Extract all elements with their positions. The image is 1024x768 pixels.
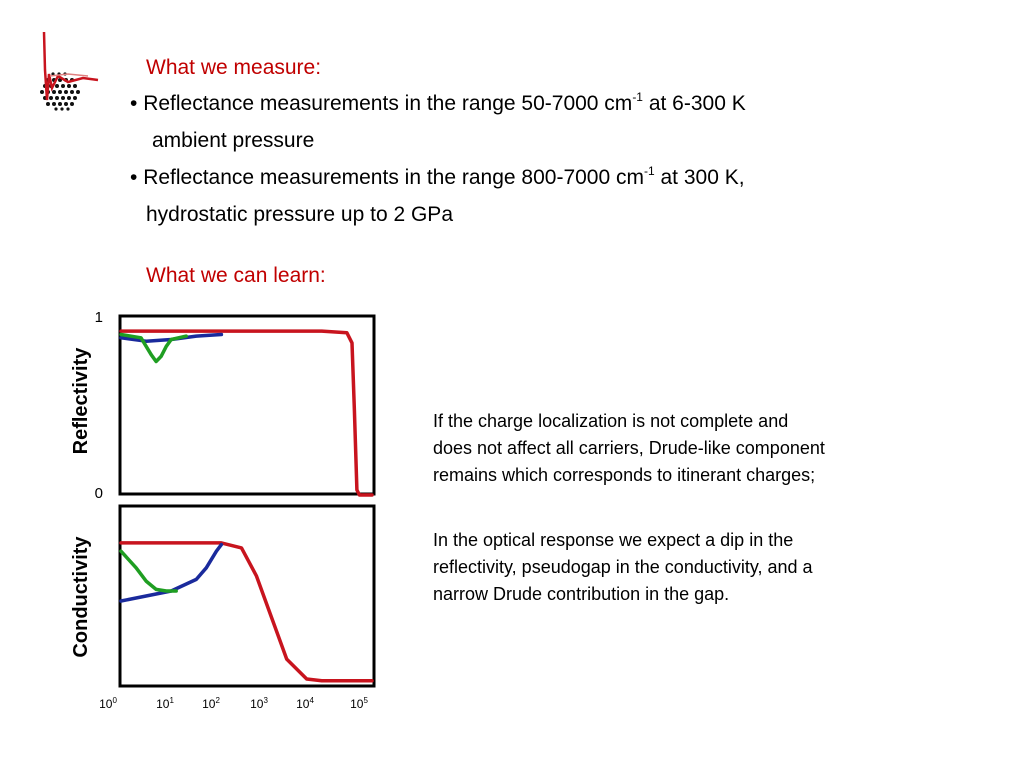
x-tick-label: $10^3$: [250, 696, 268, 711]
what-we-measure-heading: What we measure:: [146, 56, 322, 79]
x-tick-label: $10^4$: [296, 696, 314, 711]
paragraph-line: does not affect all carriers, Drude-like component: [433, 438, 825, 458]
series-line-3: [121, 551, 176, 591]
paragraph-line: reflectivity, pseudogap in the conductivity, and a: [433, 557, 813, 577]
conductivity-series-group: [121, 543, 372, 681]
series-line-1: [121, 331, 372, 495]
bullet-continuation: ambient pressure: [152, 129, 315, 152]
reflectivity-series-group: [121, 331, 372, 495]
y-axis-label: Conductivity: [70, 536, 92, 658]
series-line-1: [121, 543, 372, 681]
paragraph-line: If the charge localization is not complete and: [433, 411, 789, 431]
paragraph-line: narrow Drude contribution in the gap.: [433, 584, 730, 604]
x-tick-label: $10^2$: [202, 696, 220, 711]
paragraph-line: In the optical response we expect a dip in the: [433, 530, 794, 550]
x-tick-label: $10^5$: [350, 696, 368, 711]
y-tick-label: 1: [94, 309, 103, 326]
bullet-marker: •: [130, 92, 138, 115]
reflectivity-chart: [70, 309, 374, 502]
bullet-text: Reflectance measurements in the range 800-7000 cm: [143, 166, 644, 189]
superscript: -1: [643, 164, 655, 178]
x-tick-label: $10^0$: [99, 696, 117, 711]
x-tick-labels: [99, 696, 368, 711]
y-tick-label: 0: [94, 485, 103, 502]
x-tick-label: $10^1$: [156, 696, 174, 711]
conductivity-chart: [70, 506, 374, 711]
bullet-text: Reflectance measurements in the range 50-7000 cm: [143, 92, 633, 115]
what-we-can-learn-heading: What we can learn:: [146, 264, 326, 287]
y-axis-label: Reflectivity: [70, 347, 92, 455]
bullet-marker: •: [130, 166, 138, 189]
bullet-text-suffix: at 300 K,: [654, 166, 745, 189]
superscript: -1: [632, 90, 643, 104]
reflectivity-plot-frame: [120, 316, 374, 494]
paragraph-line: remains which corresponds to itinerant charges;: [433, 465, 816, 485]
bullet-continuation: hydrostatic pressure up to 2 GPa: [146, 203, 453, 226]
conductivity-plot-frame: [120, 506, 374, 686]
bullet-text-suffix: at 6-300 K: [642, 92, 746, 115]
